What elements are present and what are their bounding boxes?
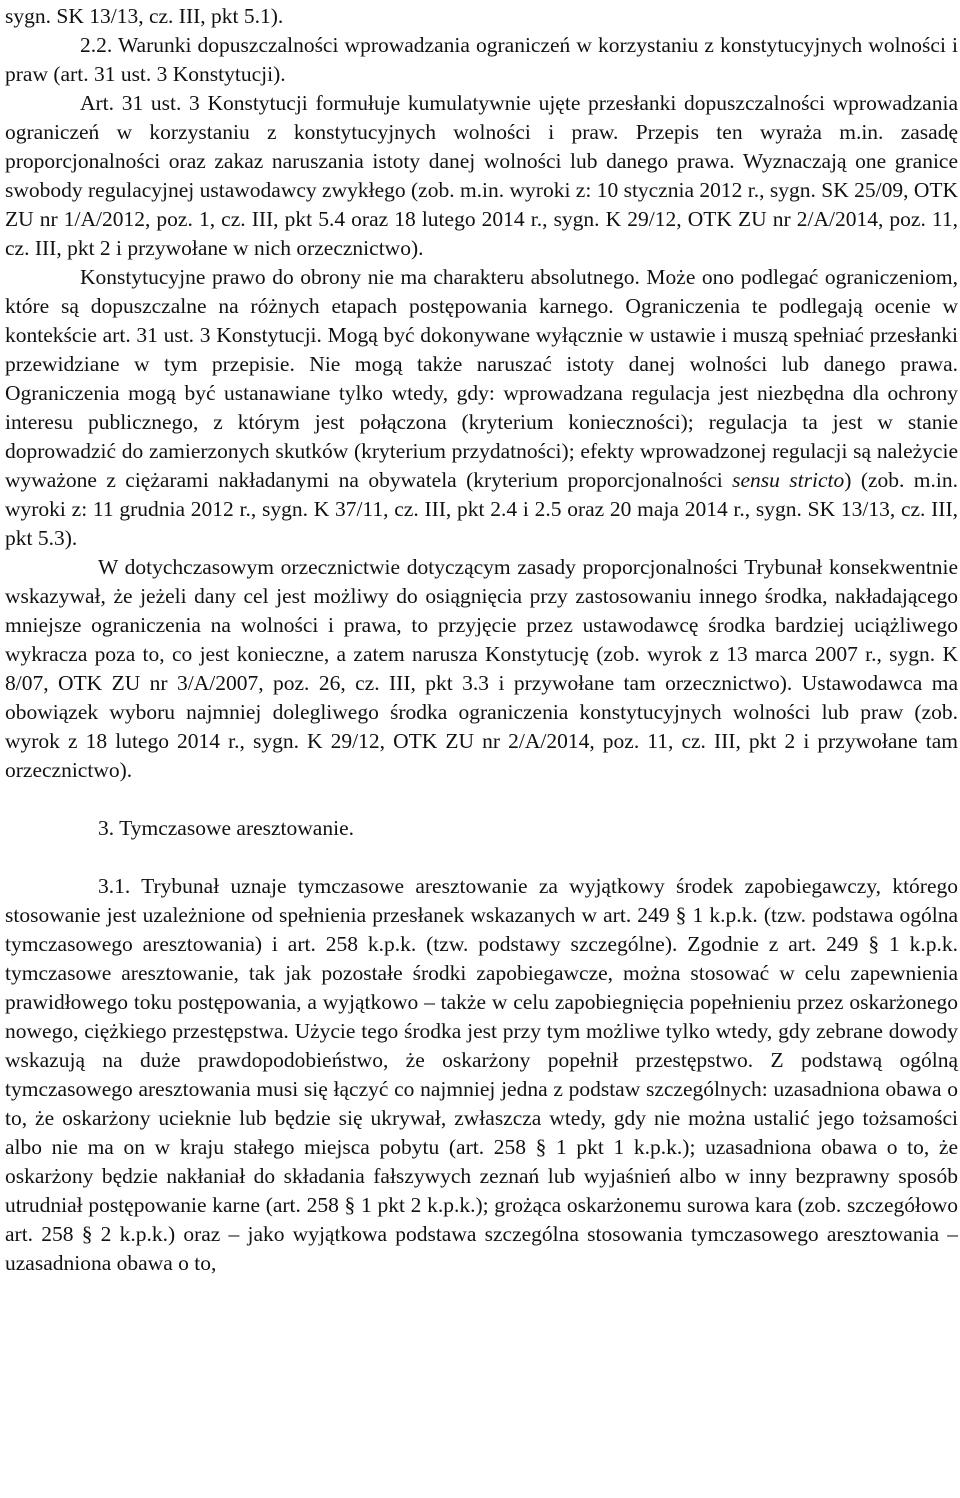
text-run: Konstytucyjne prawo do obrony nie ma charakteru absolutnego. Może ono podlegać ograniczeniom, które są dopuszczalne na różnych etapach postępowania karnego. Ograniczenia te podlegają ocenie w kontekście art. 31 ust. 3 Konstytucji. Mogą być dokonywane wyłącznie w ustawie i muszą spełniać przesłanki przewidziane w tym przepisie. Nie mogą także naruszać istoty danej wolności lub danego prawa. Ograniczenia mogą być ustanawiane tylko wtedy, gdy: wprowadzana regulacja jest niezbędna dla ochrony interesu publicznego, z którym jest połączona (kryterium konieczności); regulacja ta jest w stanie doprowadzić do zamierzonych skutków (kryterium przydatności); efekty wprowadzonej regulacji są należycie wyważone z ciężarami nakładanymi na obywatela (kryterium proporcjonalności bbox=[5, 265, 958, 492]
text-run: ) (zob. m.in. wyroki z: 11 grudnia 2012 r., sygn. K 37/11, cz. III, pkt 2.4 i 2.5 oraz 20 maja 2014 r., sygn. SK 13/13, cz. III, pkt 5.3). bbox=[5, 468, 959, 550]
paragraph-prawo-do-obrony bbox=[5, 263, 958, 553]
paragraph-art-31: Art. 31 ust. 3 Konstytucji formułuje kumulatywnie ujęte przesłanki dopuszczalności wprowadzania ograniczeń w korzystaniu z konstytucyjnych wolności i praw. Przepis ten wyraża m.in. zasadę proporcjonalności oraz zakaz naruszania istoty danej wolności lub danego prawa. Wyznaczają one granice swobody regulacyjnej ustawodawcy zwykłego (zob. m.in. wyroki z: 10 stycznia 2012 r., sygn. SK 25/09, OTK ZU nr 1/A/2012, poz. 1, cz. III, pkt 5.4 oraz 18 lutego 2014 r., sygn. K 29/12, OTK ZU nr 2/A/2014, poz. 11, cz. III, pkt 2 i przywołane w nich orzecznictwo). bbox=[5, 91, 959, 260]
italic-term: sensu stricto bbox=[732, 468, 845, 492]
paragraph-3-1: 3.1. Trybunał uznaje tymczasowe aresztowanie za wyjątkowy środek zapobiegawczy, którego stosowanie jest uzależnione od spełnienia przesłanek wskazanych w art. 249 § 1 k.p.k. (tzw. podstawa ogólna tymczasowego aresztowania) i art. 258 k.p.k. (tzw. podstawy szczególne). Zgodnie z art. 249 § 1 k.p.k. tymczasowe aresztowanie, tak jak pozostałe środki zapobiegawcze, można stosować w celu zapewnienia prawidłowego toku postępowania, a wyjątkowo – także w celu zapobiegnięcia popełnieniu przez oskarżonego nowego, ciężkiego przestępstwa. Użycie tego środka jest przy tym możliwe tylko wtedy, gdy zebrane dowody wskazują na duże prawdopodobieństwo, że oskarżony popełnił przestępstwo. Z podstawą ogólną tymczasowego aresztowania musi się łączyć co najmniej jedna z podstaw szczególnych: uzasadniona obawa o to, że oskarżony ucieknie lub będzie się ukrywał, zwłaszcza wtedy, gdy nie można ustalić jego tożsamości albo nie ma on w kraju stałego miejsca pobytu (art. 258 § 1 pkt 1 k.p.k.); uzasadniona obawa o to, że oskarżony będzie nakłaniał do składania fałszywych zeznań lub wyjaśnień albo w inny bezprawny sposób utrudniał postępowanie karne (art. 258 § 1 pkt 2 k.p.k.); grożąca oskarżonemu surowa kara (zob. szczegółowo art. 258 § 2 k.p.k.) oraz – jako wyjątkowa podstawa szczególna stosowania tymczasowego aresztowania – uzasadniona obawa o to, bbox=[5, 874, 958, 1275]
section-title-2-2: 2.2. Warunki dopuszczalności wprowadzania ograniczeń w korzystaniu z konstytucyjnych wolności i praw (art. 31 ust. 3 Konstytucji). bbox=[5, 33, 958, 86]
paragraph-proporcjonalnosc: W dotychczasowym orzecznictwie dotyczącym zasady proporcjonalności Trybunał konsekwentnie wskazywał, że jeżeli dany cel jest możliwy do osiągnięcia przy zastosowaniu innego środka, nakładającego mniejsze ograniczenia na wolności i prawa, to przyjęcie przez ustawodawcę środka bardziej uciążliwego wykracza poza to, co jest konieczne, a zatem narusza Konstytucję (zob. wyrok z 13 marca 2007 r., sygn. K 8/07, OTK ZU nr 3/A/2007, poz. 26, cz. III, pkt 3.3 i przywołane tam orzecznictwo). Ustawodawca ma obowiązek wyboru najmniej dolegliwego środka ograniczenia konstytucyjnych wolności lub praw (zob. wyrok z 18 lutego 2014 r., sygn. K 29/12, OTK ZU nr 2/A/2014, poz. 11, cz. III, pkt 2 i przywołane tam orzecznictwo). bbox=[5, 555, 958, 782]
paragraph-continuation: sygn. SK 13/13, cz. III, pkt 5.1). bbox=[5, 4, 284, 28]
section-heading-3: 3. Tymczasowe aresztowanie. bbox=[98, 816, 354, 840]
document-page bbox=[5, 2, 958, 1278]
